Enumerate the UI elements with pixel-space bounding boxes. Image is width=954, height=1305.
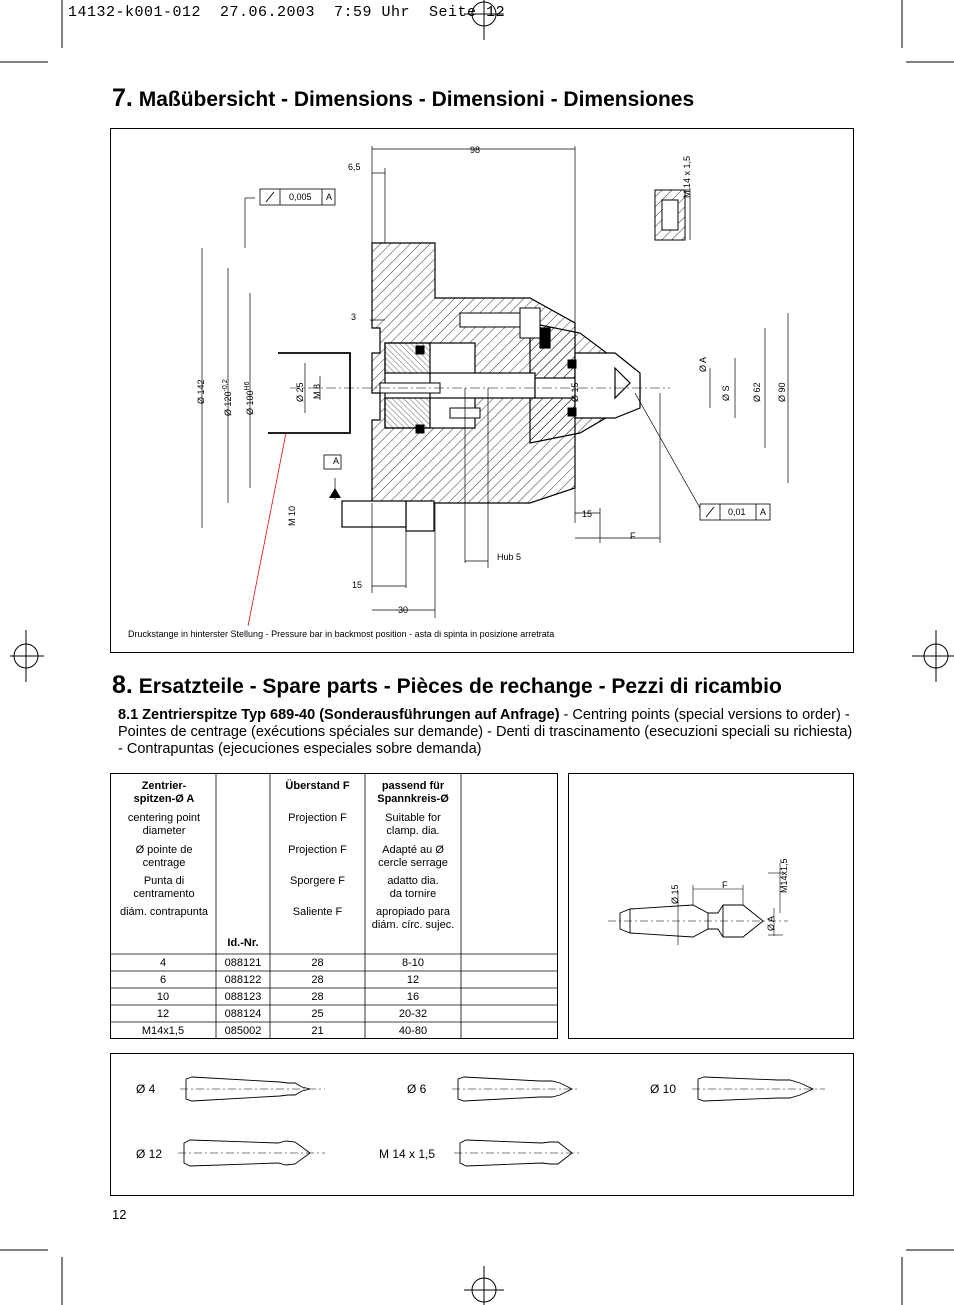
table-row: [110, 989, 558, 1006]
row4-dia: 12: [156, 1008, 170, 1020]
backmost-position-outline: [268, 353, 350, 433]
tolerance-value-2: 0,01: [728, 507, 746, 517]
dim-15-right: 15: [582, 509, 593, 519]
dim-d142: Ø 142: [196, 379, 206, 404]
dim-d120-value: Ø 120: [223, 391, 233, 416]
point-m14-label: M 14 x 1,5: [379, 1147, 436, 1161]
dim-m14: M 14 x 1,5: [682, 155, 692, 198]
row1-id: 088121: [224, 957, 262, 969]
col4-es-2: diám. círc. sujec.: [371, 919, 455, 931]
dim-d62: Ø 62: [752, 382, 762, 402]
point-4-label: Ø 4: [136, 1082, 156, 1096]
table-row: [110, 972, 558, 989]
col4-en-2: clamp. dia.: [386, 825, 440, 837]
point-variants-drawing: [110, 1053, 854, 1196]
print-header-stamp: 14132-k001-012 27.06.2003 7:59 Uhr Seite 12: [68, 4, 506, 21]
table-row: [110, 1006, 558, 1023]
section-8-title: Ersatzteile - Spare parts - Pièces de rechange - Pezzi di ricambio: [138, 675, 782, 698]
dim-d120: [222, 379, 233, 416]
row3-clamp: 16: [406, 991, 420, 1003]
datum-a-triangle: [329, 488, 341, 498]
dim-d15-center: Ø 15: [570, 382, 580, 402]
tolerance-value-1: 0,005: [289, 192, 312, 202]
dim-d120-tol: -0,2: [222, 379, 229, 392]
section-7-title: Maßübersicht - Dimensions - Dimensioni - Dimensiones: [138, 88, 695, 111]
section-8-1-title: 8.1 Zentrierspitze Typ 689-40 (Sonderausführungen auf Anfrage): [118, 707, 560, 723]
col4-head-2: Spannkreis-Ø: [377, 793, 449, 805]
point-6-label: Ø 6: [407, 1082, 427, 1096]
col4-head-1: passend für: [381, 780, 445, 792]
col1-en-2: diameter: [142, 825, 186, 837]
dim-m8: M 8: [312, 383, 322, 399]
table-col2-header: Id.-Nr.: [227, 937, 259, 949]
dim-15-bottom: 15: [352, 580, 363, 590]
row4-f: 25: [311, 1008, 324, 1020]
col1-en-1: centering point: [127, 812, 201, 824]
row2-clamp: 12: [406, 974, 420, 986]
row4-clamp: 20-32: [398, 1008, 428, 1020]
row1-clamp: 8-10: [401, 957, 425, 969]
col3-head: Überstand F: [285, 780, 350, 792]
dim-30: 30: [398, 605, 409, 615]
dim-3: 3: [351, 312, 357, 322]
caption-leader-line: [248, 433, 286, 626]
dim-ds: Ø S: [721, 385, 731, 401]
table-col3-header: [270, 780, 365, 919]
section-8-number: 8.: [112, 671, 133, 699]
col4-it-1: adatto dia.: [387, 875, 439, 887]
dim-6-5: 6,5: [348, 162, 361, 172]
drawing-caption: Druckstange in hinterster Stellung - Pressure bar in backmost position - asta di spinta in posizione arretrata: [128, 629, 555, 639]
detail-d15: Ø 15: [670, 884, 680, 904]
detail-da: Ø A: [766, 915, 776, 931]
row5-clamp: 40-80: [398, 1025, 428, 1037]
dim-m10: M 10: [287, 505, 297, 526]
col1-es-1: diám. contrapunta: [119, 906, 209, 918]
col1-it-2: centramento: [133, 888, 195, 900]
point-10-label: Ø 10: [650, 1082, 677, 1096]
col4-fr-2: cercle serrage: [378, 857, 448, 869]
col1-head-line1: Zentrier-: [141, 780, 187, 792]
dim-98: 98: [470, 145, 481, 155]
row2-f: 28: [311, 974, 324, 986]
col4-fr-1: Adapté au Ø: [382, 844, 444, 856]
row5-f: 21: [311, 1025, 324, 1037]
row1-f: 28: [311, 957, 324, 969]
row5-dia: M14x1,5: [141, 1025, 185, 1037]
col4-en-1: Suitable for: [385, 812, 441, 824]
section-8-heading: [112, 671, 782, 700]
row1-dia: 4: [159, 957, 167, 969]
detail-m14: M14x1,5: [779, 858, 789, 893]
dim-d100-tol: H6: [244, 381, 251, 391]
col3-en: Projection F: [288, 812, 347, 824]
page-number: 12: [112, 1207, 127, 1222]
section-7-heading: [112, 84, 694, 113]
row5-id: 085002: [224, 1025, 262, 1037]
nut-detail: [655, 190, 685, 240]
point-12-label: Ø 12: [136, 1147, 163, 1161]
tolerance-ref-2: A: [760, 507, 767, 517]
col1-head-line2: spitzen-Ø A: [133, 793, 195, 805]
col4-es-1: apropiado para: [375, 906, 450, 918]
row2-id: 088122: [224, 974, 262, 986]
table-row: [110, 1023, 558, 1040]
table-col4-header: [365, 780, 461, 932]
datum-a-label: A: [333, 456, 340, 466]
dim-d100: [244, 382, 255, 415]
col1-fr-2: centrage: [142, 857, 186, 869]
section-7-number: 7.: [112, 84, 133, 112]
dim-d90: Ø 90: [777, 382, 787, 402]
table-row: [110, 955, 558, 972]
row3-f: 28: [311, 991, 324, 1003]
col1-it-1: Punta di: [143, 875, 185, 887]
row2-dia: 6: [159, 974, 167, 986]
col1-fr-1: Ø pointe de: [135, 844, 193, 856]
row4-id: 088124: [224, 1008, 262, 1020]
detail-f: F: [722, 880, 728, 890]
section-8-1-description: - Centring points (special versions to order) - Pointes de centrage (exécutions spéciales sur demande) - Denti di trascinamento (esecuzioni speciali su richiesta) - Contrapuntas (ejecuciones especiales sobre demanda): [118, 707, 853, 757]
dim-f: F: [630, 531, 636, 541]
col3-fr: Projection F: [288, 844, 347, 856]
col3-es: Saliente F: [292, 906, 343, 918]
section-8-1-text: [118, 707, 858, 758]
col4-it-2: da tornire: [389, 888, 437, 900]
col3-it: Sporgere F: [289, 875, 346, 887]
hub-label: Hub 5: [497, 552, 522, 562]
dim-d100-value: Ø 100: [245, 390, 255, 415]
row3-dia: 10: [156, 991, 170, 1003]
table-col1-header: [112, 780, 216, 919]
dim-d25: Ø 25: [295, 382, 305, 402]
dim-da: Ø A: [698, 356, 708, 372]
row3-id: 088123: [224, 991, 262, 1003]
tolerance-ref-1: A: [326, 192, 333, 202]
point-detail-drawing: [568, 773, 854, 1039]
